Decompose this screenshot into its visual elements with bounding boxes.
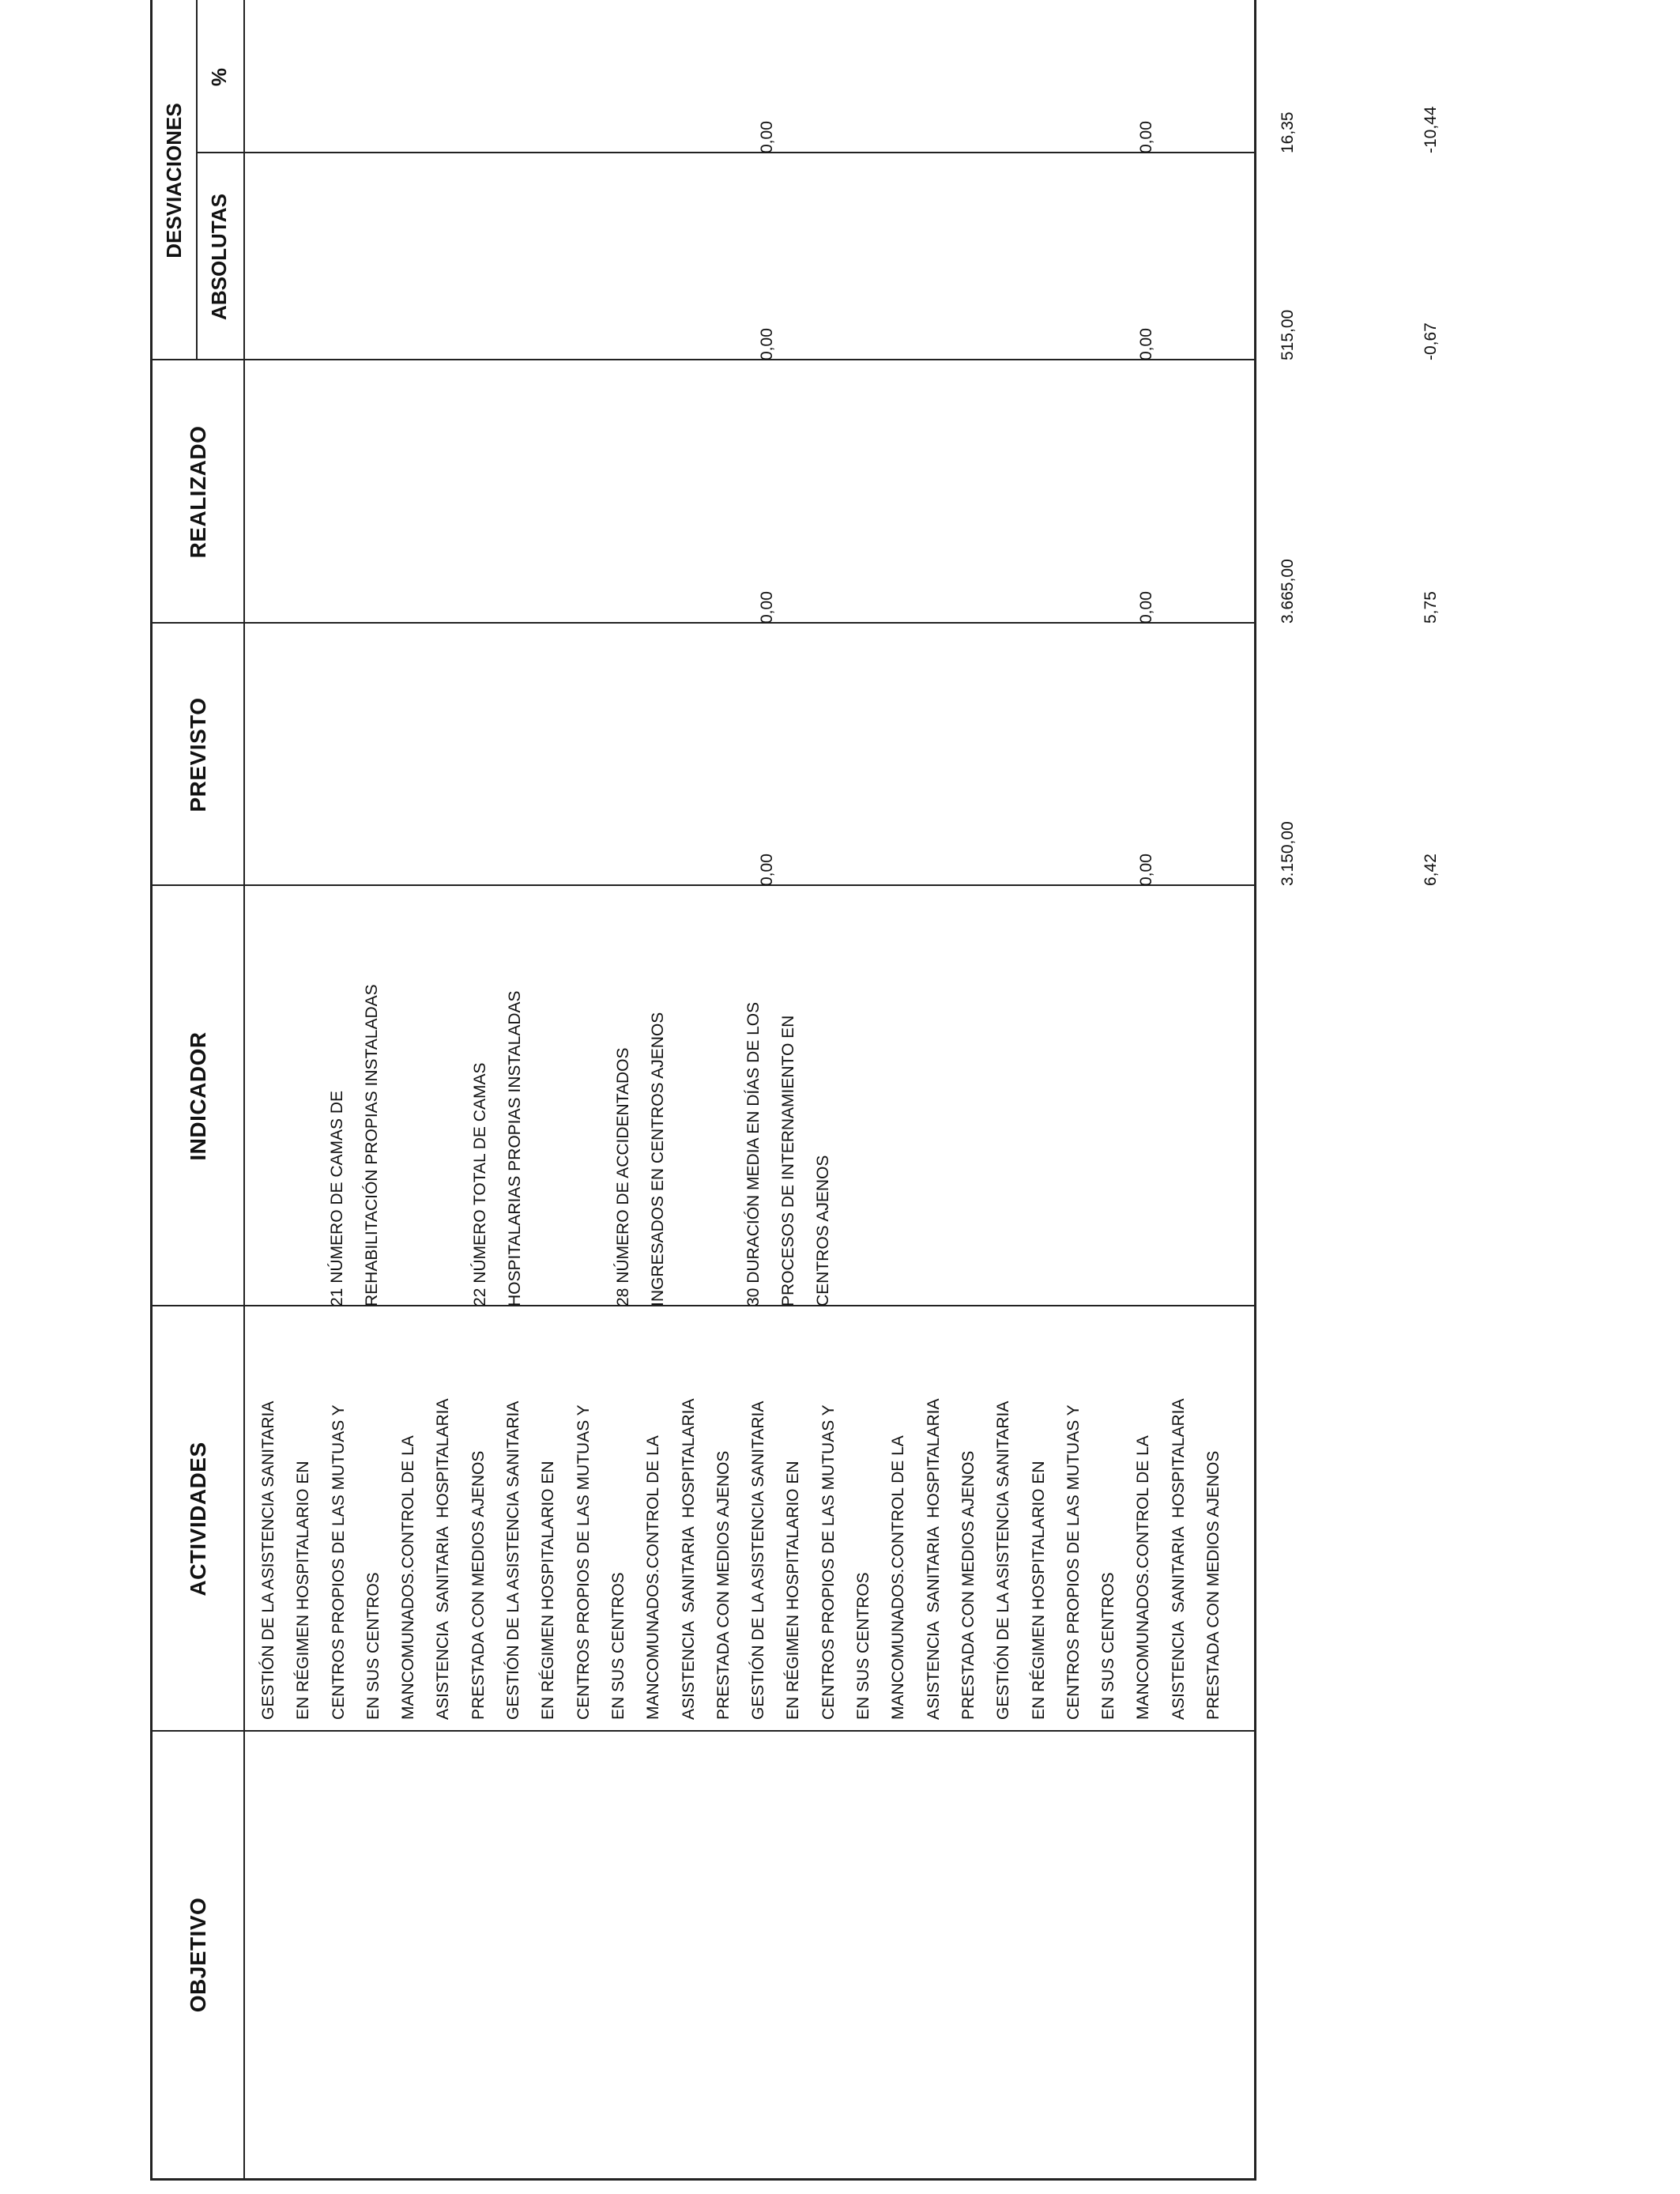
indicador-line: PROCESOS DE INTERNAMIENTO EN <box>779 1015 797 1306</box>
indicador-line: 28 NÚMERO DE ACCIDENTADOS <box>614 1047 632 1306</box>
porcentaje-value: 16,35 <box>1279 111 1297 153</box>
actividades-line: EN SUS CENTROS <box>854 1572 873 1720</box>
col-sep-actividades <box>153 1305 1254 1306</box>
indicador-line: 22 NÚMERO TOTAL DE CAMAS <box>471 1062 489 1306</box>
header-bottom-line <box>243 0 245 2178</box>
actividades-line: EN RÉGIMEN HOSPITALARIO EN <box>784 1461 803 1720</box>
indicador-line: REHABILITACIÓN PROPIAS INSTALADAS <box>363 984 381 1306</box>
realizado-value: 5,75 <box>1422 591 1440 624</box>
actividades-line: ASISTENCIA SANITARIA HOSPITALARIA <box>924 1398 943 1720</box>
header-realizado: REALIZADO <box>185 425 210 559</box>
col-sep-objetivo <box>153 1730 1254 1732</box>
indicador-line: 21 NÚMERO DE CAMAS DE <box>328 1090 346 1306</box>
porcentaje-value: -10,44 <box>1422 106 1440 153</box>
indicador-cell <box>736 358 841 1306</box>
indicador-line: HOSPITALARIAS PROPIAS INSTALADAS <box>506 990 524 1306</box>
header-indicador: INDICADOR <box>185 1031 210 1161</box>
header-previsto: PREVISTO <box>185 697 210 812</box>
actividades-line: GESTIÓN DE LA ASISTENCIA SANITARIA <box>259 1400 277 1720</box>
actividades-line: MANCOMUNADOS.CONTROL DE LA <box>1134 1435 1153 1720</box>
actividades-line: CENTROS PROPIOS DE LAS MUTUAS Y <box>1064 1404 1083 1720</box>
indicador-cell <box>606 358 676 1306</box>
indicador-line: CENTROS AJENOS <box>814 1155 832 1306</box>
indicador-line: 30 DURACIÓN MEDIA EN DÍAS DE LOS <box>744 1001 763 1306</box>
actividades-line: PRESTADA CON MEDIOS AJENOS <box>469 1450 488 1720</box>
absolutas-value: 0,00 <box>758 328 776 360</box>
actividades-line: CENTROS PROPIOS DE LAS MUTUAS Y <box>819 1404 838 1720</box>
realizado-value: 0,00 <box>1137 591 1155 624</box>
header-absolutas: ABSOLUTAS <box>207 194 231 320</box>
header-actividades: ACTIVIDADES <box>185 1442 210 1596</box>
realizado-value: 3.665,00 <box>1279 559 1297 624</box>
actividades-line: PRESTADA CON MEDIOS AJENOS <box>959 1450 977 1720</box>
absolutas-value: -0,67 <box>1422 322 1440 360</box>
actividades-line: EN RÉGIMEN HOSPITALARIO EN <box>539 1461 558 1720</box>
indicador-cell <box>463 358 533 1306</box>
realizado-value: 0,00 <box>758 591 776 624</box>
porcentaje-value: 0,00 <box>1137 121 1155 153</box>
actividades-line: ASISTENCIA SANITARIA HOSPITALARIA <box>679 1398 698 1720</box>
actividades-line: EN RÉGIMEN HOSPITALARIO EN <box>294 1461 313 1720</box>
actividades-cell <box>251 1310 1231 1720</box>
header-porcentaje: % <box>207 67 231 87</box>
col-sep-absolutas <box>196 152 1254 153</box>
actividades-line: EN SUS CENTROS <box>363 1572 382 1720</box>
actividades-line: PRESTADA CON MEDIOS AJENOS <box>714 1450 733 1720</box>
actividades-line: GESTIÓN DE LA ASISTENCIA SANITARIA <box>994 1400 1013 1720</box>
indicator-table <box>150 0 1440 2181</box>
porcentaje-value: 0,00 <box>758 121 776 153</box>
actividades-line: PRESTADA CON MEDIOS AJENOS <box>1204 1450 1223 1720</box>
previsto-value: 0,00 <box>1137 854 1155 886</box>
col-sep-realizado <box>153 359 1254 360</box>
indicador-cell <box>320 358 390 1306</box>
indicador-line: INGRESADOS EN CENTROS AJENOS <box>649 1012 667 1306</box>
actividades-line: ASISTENCIA SANITARIA HOSPITALARIA <box>434 1398 453 1720</box>
col-sep-indicador <box>153 884 1254 886</box>
actividades-line: MANCOMUNADOS.CONTROL DE LA <box>889 1435 908 1720</box>
actividades-line: MANCOMUNADOS.CONTROL DE LA <box>399 1435 418 1720</box>
actividades-line: EN SUS CENTROS <box>608 1572 627 1720</box>
header-objetivo: OBJETIVO <box>185 1897 210 2013</box>
actividades-line: CENTROS PROPIOS DE LAS MUTUAS Y <box>329 1404 348 1720</box>
col-sep-previsto <box>153 622 1254 624</box>
previsto-value: 3.150,00 <box>1279 821 1297 886</box>
actividades-line: MANCOMUNADOS.CONTROL DE LA <box>644 1435 663 1720</box>
actividades-line: GESTIÓN DE LA ASISTENCIA SANITARIA <box>749 1400 768 1720</box>
actividades-line: EN SUS CENTROS <box>1099 1572 1118 1720</box>
previsto-value: 0,00 <box>758 854 776 886</box>
actividades-line: ASISTENCIA SANITARIA HOSPITALARIA <box>1169 1398 1188 1720</box>
absolutas-value: 515,00 <box>1279 309 1297 360</box>
previsto-value: 6,42 <box>1422 854 1440 886</box>
header-desviaciones: DESVIACIONES <box>162 103 186 258</box>
actividades-line: GESTIÓN DE LA ASISTENCIA SANITARIA <box>504 1400 523 1720</box>
actividades-line: CENTROS PROPIOS DE LAS MUTUAS Y <box>574 1404 593 1720</box>
absolutas-value: 0,00 <box>1137 328 1155 360</box>
actividades-line: EN RÉGIMEN HOSPITALARIO EN <box>1029 1461 1048 1720</box>
